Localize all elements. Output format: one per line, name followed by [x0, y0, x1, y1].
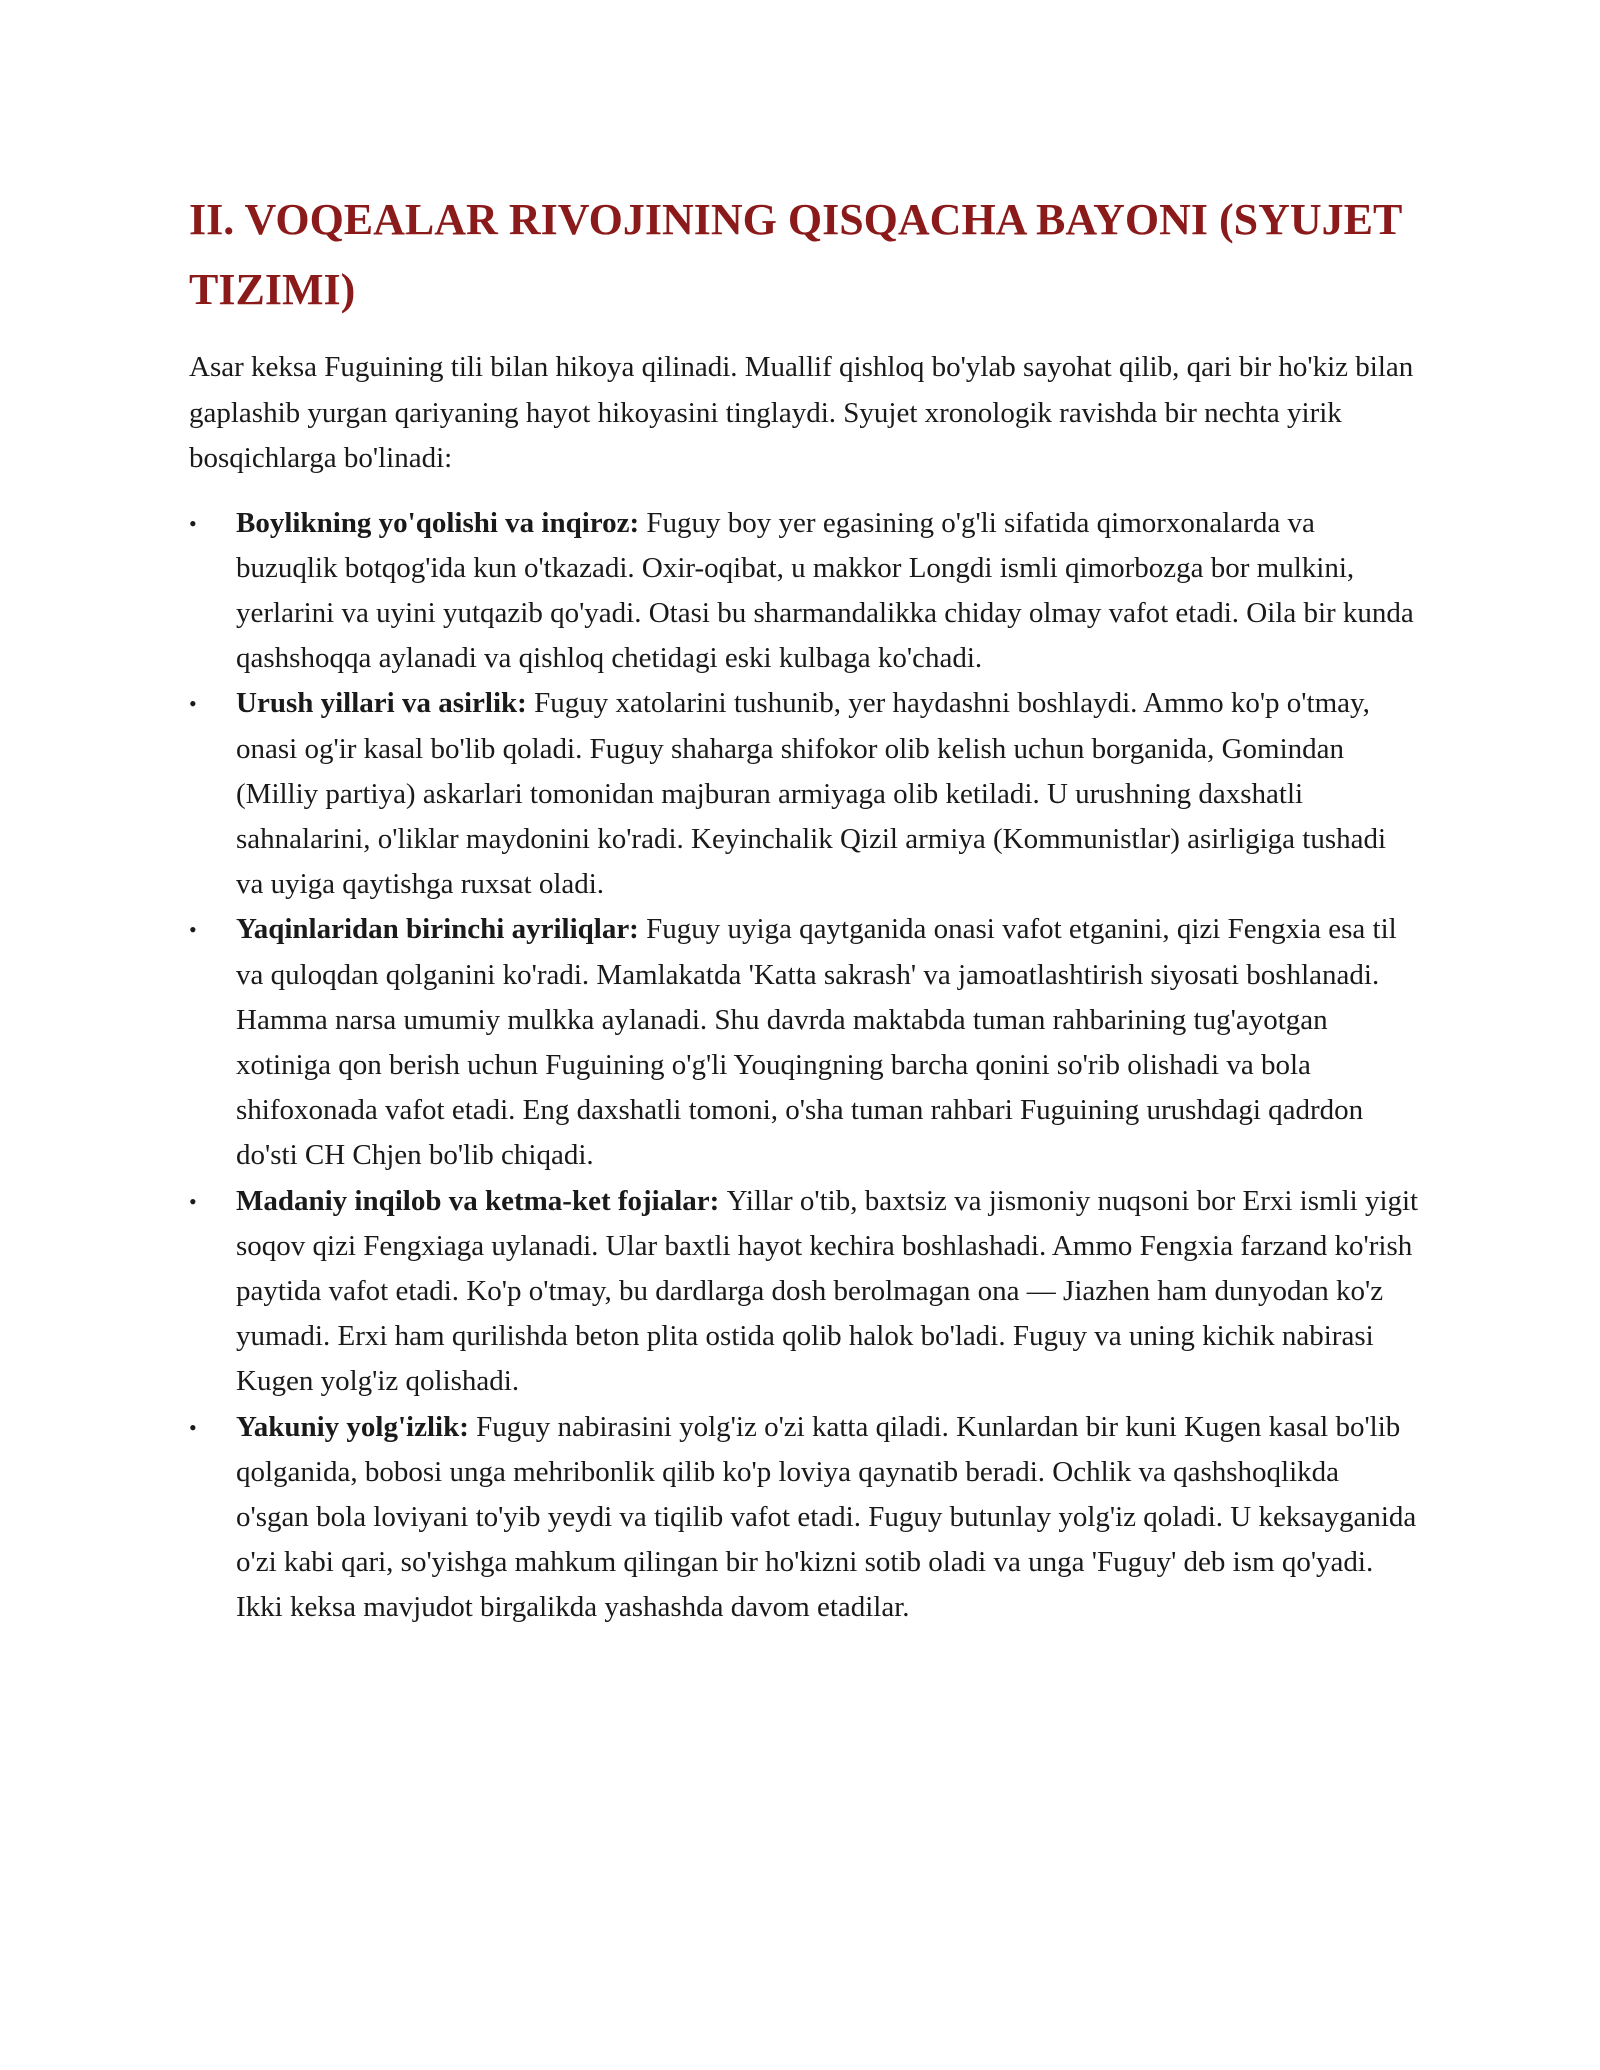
plot-stage-text: Fuguy nabirasini yolg'iz o'zi katta qiladi. Kunlardan bir kuni Kugen kasal bo'lib qolganida, bobosi unga mehribonlik qilib ko'p loviya qaynatib beradi. Ochlik va qashshoqlikda o'sgan bola loviyani to'yib yeydi va tiqilib vafot etadi. Fuguy butunlay yolg'iz qoladi. U keksayganida o'zi kabi qari, so'yishga mahkum qilingan bir ho'kizni sotib oladi va unga 'Fuguy' deb ism qo'yadi. Ikki keksa mavjudot birgalikda yashashda davom etadilar. — [236, 1410, 1417, 1624]
plot-stage-text: Yillar o'tib, baxtsiz va jismoniy nuqsoni bor Erxi ismli yigit soqov qizi Fengxiaga uylanadi. Ular baxtli hayot kechira boshlashadi. Ammo Fengxia farzand ko'rish paytida vafot etadi. Ko'p o'tmay, bu dardlarga dosh berolmagan ona — Jiazhen ham dunyodan ko'z yumadi. Erxi ham qurilishda beton plita ostida qolib halok bo'ladi. Fuguy va uning kichik nabirasi Kugen yolg'iz qolishadi. — [236, 1184, 1419, 1398]
plot-stage-title: Boylikning yo'qolishi va inqiroz: — [236, 506, 647, 539]
plot-stage-text: Fuguy uyiga qaytganida onasi vafot etganini, qizi Fengxia esa til va quloqdan qolganini ko'radi. Mamlakatda 'Katta sakrash' va jamoatlashtirish siyosati boshlanadi. Hamma narsa umumiy mulkka aylanadi. Shu davrda maktabda tuman rahbarining tug'ayotgan xotiniga qon berish uchun Fuguining o'g'li Youqingning barcha qonini so'rib olishadi va bola shifoxonada vafot etadi. Eng daxshatli tomoni, o'sha tuman rahbari Fuguining urushdagi qadrdon do'sti CH Chjen bo'lib chiqadi. — [236, 913, 1397, 1172]
plot-stage-item — [189, 907, 1419, 1178]
plot-stage-title: Yakuniy yolg'izlik: — [236, 1410, 477, 1443]
plot-stage-title: Urush yillari va asirlik: — [236, 687, 535, 720]
plot-stage-text: Fuguy boy yer egasining o'g'li sifatida qimorxonalarda va buzuqlik botqog'ida kun o'tkazadi. Oxir-oqibat, u makkor Longdi ismli qimorbozga bor mulkini, yerlarini va uyini yutqazib qo'yadi. Otasi bu sharmandalikka chiday olmay vafot etadi. Oila bir kunda qashshoqqa aylanadi va qishloq chetidagi eski kulbaga ko'chadi. — [236, 506, 1414, 675]
section-heading: II. VOQEALAR RIVOJINING QISQACHA BAYONI (SYUJET TIZIMI) — [189, 195, 1402, 314]
intro-paragraph: Asar keksa Fuguining tili bilan hikoya qilinadi. Muallif qishloq bo'ylab sayohat qilib, qari bir ho'kiz bilan gaplashib yurgan qariyaning hayot hikoyasini tinglaydi. Syujet xronologik ravishda bir nechta yirik bosqichlarga bo'linadi: — [189, 351, 1414, 474]
plot-stage-item — [189, 501, 1419, 682]
plot-stages-list — [189, 501, 1419, 1631]
plot-stage-item — [189, 1405, 1419, 1631]
plot-stage-title: Madaniy inqilob va ketma-ket fojialar: — [236, 1184, 727, 1217]
bullet-icon: • — [189, 917, 197, 943]
bullet-icon: • — [189, 510, 197, 536]
plot-stage-text: Fuguy xatolarini tushunib, yer haydashni boshlaydi. Ammo ko'p o'tmay, onasi og'ir kasal bo'lib qoladi. Fuguy shaharga shifokor olib kelish uchun borganida, Gomindan (Milliy partiya) askarlari tomonidan majburan armiyaga olib ketiladi. U urushning daxshatli sahnalarini, o'liklar maydonini ko'radi. Keyinchalik Qizil armiya (Kommunistlar) asirligiga tushadi va uyiga qaytishga ruxsat oladi. — [236, 687, 1387, 901]
plot-stage-title: Yaqinlaridan birinchi ayriliqlar: — [236, 913, 647, 946]
bullet-icon: • — [189, 1188, 197, 1214]
document-page — [189, 185, 1419, 1631]
bullet-icon: • — [189, 691, 197, 717]
plot-stage-item — [189, 681, 1419, 907]
plot-stage-item — [189, 1179, 1419, 1405]
bullet-icon: • — [189, 1414, 197, 1440]
